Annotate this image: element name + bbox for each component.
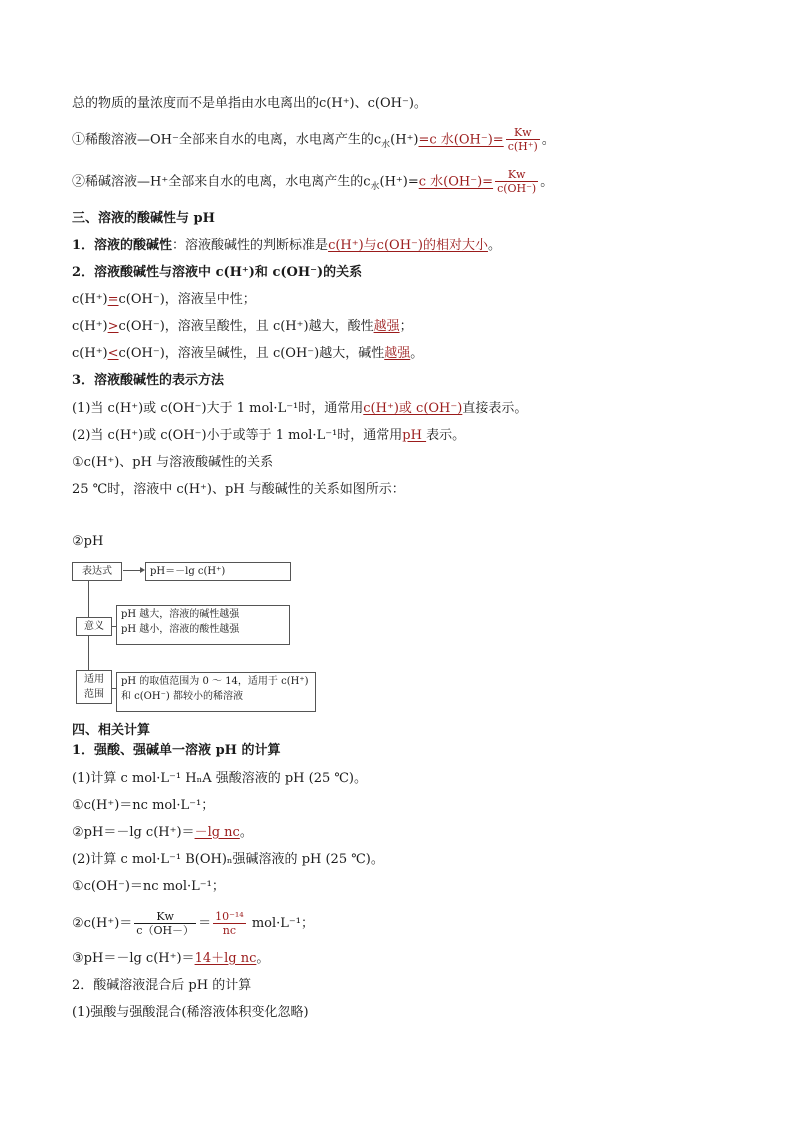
text: c(OH⁻)，溶液呈碱性，且 c(OH⁻)越大，碱性 bbox=[118, 346, 385, 361]
label-line: 适用 bbox=[84, 674, 104, 685]
text-line bbox=[72, 345, 423, 363]
denominator: c(H⁺) bbox=[507, 140, 538, 153]
fraction bbox=[213, 911, 246, 937]
text: ②稀碱溶液—H⁺全部来自水的电离，水电离产生的c bbox=[72, 174, 371, 190]
text-line: ①c(H⁺)、pH 与溶液酸碱性的关系 bbox=[72, 455, 274, 470]
label-expression: 表达式 bbox=[72, 562, 122, 581]
text: 。 bbox=[410, 346, 424, 361]
subscript: 水 bbox=[370, 182, 380, 193]
text: 表示。 bbox=[426, 428, 466, 443]
text-line bbox=[72, 824, 253, 842]
text-line: ①c(OH⁻)＝nc mol·L⁻¹； bbox=[72, 879, 225, 894]
text: c(H⁺) bbox=[72, 292, 108, 307]
text-line bbox=[72, 291, 256, 309]
denominator: nc bbox=[213, 923, 246, 937]
subheading: 1．溶液的酸碱性 bbox=[72, 238, 173, 253]
answer: = bbox=[107, 292, 119, 307]
text: c(OH⁻)，溶液呈酸性，且 c(H⁺)越大，酸性 bbox=[118, 319, 374, 334]
denominator: c（OH－） bbox=[136, 923, 195, 937]
section-heading: 三、溶液的酸碱性与 pH bbox=[72, 211, 215, 226]
text: 。 bbox=[541, 132, 555, 148]
subscript: 水 bbox=[381, 140, 391, 151]
meaning-box bbox=[116, 605, 290, 645]
text: 。 bbox=[487, 238, 501, 253]
text-line bbox=[72, 427, 465, 445]
denominator: c(OH⁻) bbox=[497, 182, 537, 195]
answer: > bbox=[107, 319, 119, 334]
text-line: 总的物质的量浓度而不是单指由水电离出的c(H⁺)、c(OH⁻)。 bbox=[72, 96, 427, 111]
text-line bbox=[72, 237, 501, 255]
answer: pH bbox=[402, 428, 427, 443]
text: ＝ bbox=[198, 916, 212, 931]
text: ； bbox=[399, 319, 413, 334]
text: ②pH＝－lg c(H⁺)＝ bbox=[72, 825, 195, 840]
text-line bbox=[72, 950, 269, 968]
text: 。 bbox=[239, 825, 253, 840]
subheading: 1．强酸、强碱单一溶液 pH 的计算 bbox=[72, 743, 281, 758]
text: ③pH＝－lg c(H⁺)＝ bbox=[72, 951, 195, 966]
text: c(H⁺) bbox=[72, 319, 108, 334]
text-line: 2．酸碱溶液混合后 pH 的计算 bbox=[72, 978, 252, 993]
text: c(OH⁻)，溶液呈中性； bbox=[118, 292, 256, 307]
text: (H⁺)= bbox=[379, 174, 419, 190]
text-line: (2)计算 c mol·L⁻¹ B(OH)ₙ强碱溶液的 pH (25 ℃)。 bbox=[72, 852, 384, 867]
numerator: Kw bbox=[156, 909, 174, 923]
label-line: 范围 bbox=[84, 689, 104, 700]
range-box bbox=[116, 672, 316, 712]
text-line: ①c(H⁺)＝nc mol·L⁻¹； bbox=[72, 798, 215, 813]
text: (2)当 c(H⁺)或 c(OH⁻)小于或等于 1 mol·L⁻¹时，通常用 bbox=[72, 428, 403, 443]
answer: c(H⁺)与c(OH⁻)的相对大小 bbox=[328, 238, 488, 253]
answer: < bbox=[107, 346, 119, 361]
subheading: 3．溶液酸碱性的表示方法 bbox=[72, 373, 225, 388]
text-line: ②pH bbox=[72, 534, 104, 549]
text: ：溶液酸碱性的判断标准是 bbox=[172, 238, 329, 253]
text: mol·L⁻¹； bbox=[247, 916, 314, 931]
fraction bbox=[134, 911, 196, 937]
text: 直接表示。 bbox=[462, 401, 528, 416]
text-line bbox=[72, 910, 314, 938]
subheading: 2．溶液酸碱性与溶液中 c(H⁺)和 c(OH⁻)的关系 bbox=[72, 265, 363, 280]
dilute-base-line bbox=[72, 169, 553, 196]
answer: 14＋lg nc bbox=[194, 951, 257, 966]
text-line: (1)强酸与强酸混合(稀溶液体积变化忽略) bbox=[72, 1005, 309, 1020]
text-line bbox=[72, 318, 413, 336]
label-range bbox=[76, 670, 112, 704]
text: 。 bbox=[540, 174, 554, 190]
meaning-line: pH 越大，溶液的碱性越强 bbox=[121, 609, 240, 620]
numerator: Kw bbox=[513, 126, 532, 139]
fraction bbox=[495, 169, 538, 195]
meaning-line: pH 越小，溶液的酸性越强 bbox=[121, 624, 240, 635]
text: 。 bbox=[256, 951, 270, 966]
expression-box: pH＝－lg c(H⁺) bbox=[145, 562, 291, 581]
text: (1)当 c(H⁺)或 c(OH⁻)大于 1 mol·L⁻¹时，通常用 bbox=[72, 401, 364, 416]
range-line: 和 c(OH⁻) 都较小的稀溶液 bbox=[121, 691, 243, 702]
answer: =c 水(OH⁻)= bbox=[418, 132, 504, 148]
text: ①稀酸溶液—OH⁻全部来自水的电离，水电离产生的c bbox=[72, 132, 382, 148]
label-meaning: 意义 bbox=[76, 617, 112, 636]
text-line: 25 ℃时，溶液中 c(H⁺)、pH 与酸碱性的关系如图所示： bbox=[72, 482, 405, 497]
answer: c(H⁺)或 c(OH⁻) bbox=[363, 401, 463, 416]
answer: c 水(OH⁻)= bbox=[418, 174, 494, 190]
text: (H⁺) bbox=[390, 132, 419, 148]
dilute-acid-line bbox=[72, 127, 555, 154]
answer: 越强 bbox=[373, 319, 400, 334]
answer: 越强 bbox=[384, 346, 411, 361]
section-heading: 四、相关计算 bbox=[72, 723, 151, 738]
text: c(H⁺) bbox=[72, 346, 108, 361]
numerator: 10⁻¹⁴ bbox=[215, 909, 244, 923]
text-line bbox=[72, 400, 527, 418]
numerator: Kw bbox=[507, 168, 526, 181]
ph-concept-diagram bbox=[72, 560, 322, 715]
text: ②c(H⁺)＝ bbox=[72, 916, 133, 931]
text-line: (1)计算 c mol·L⁻¹ HₙA 强酸溶液的 pH (25 ℃)。 bbox=[72, 771, 368, 786]
range-line: pH 的取值范围为 0 ～ 14，适用于 c(H⁺) bbox=[121, 676, 309, 687]
fraction bbox=[506, 127, 540, 153]
answer: －lg nc bbox=[194, 825, 240, 840]
